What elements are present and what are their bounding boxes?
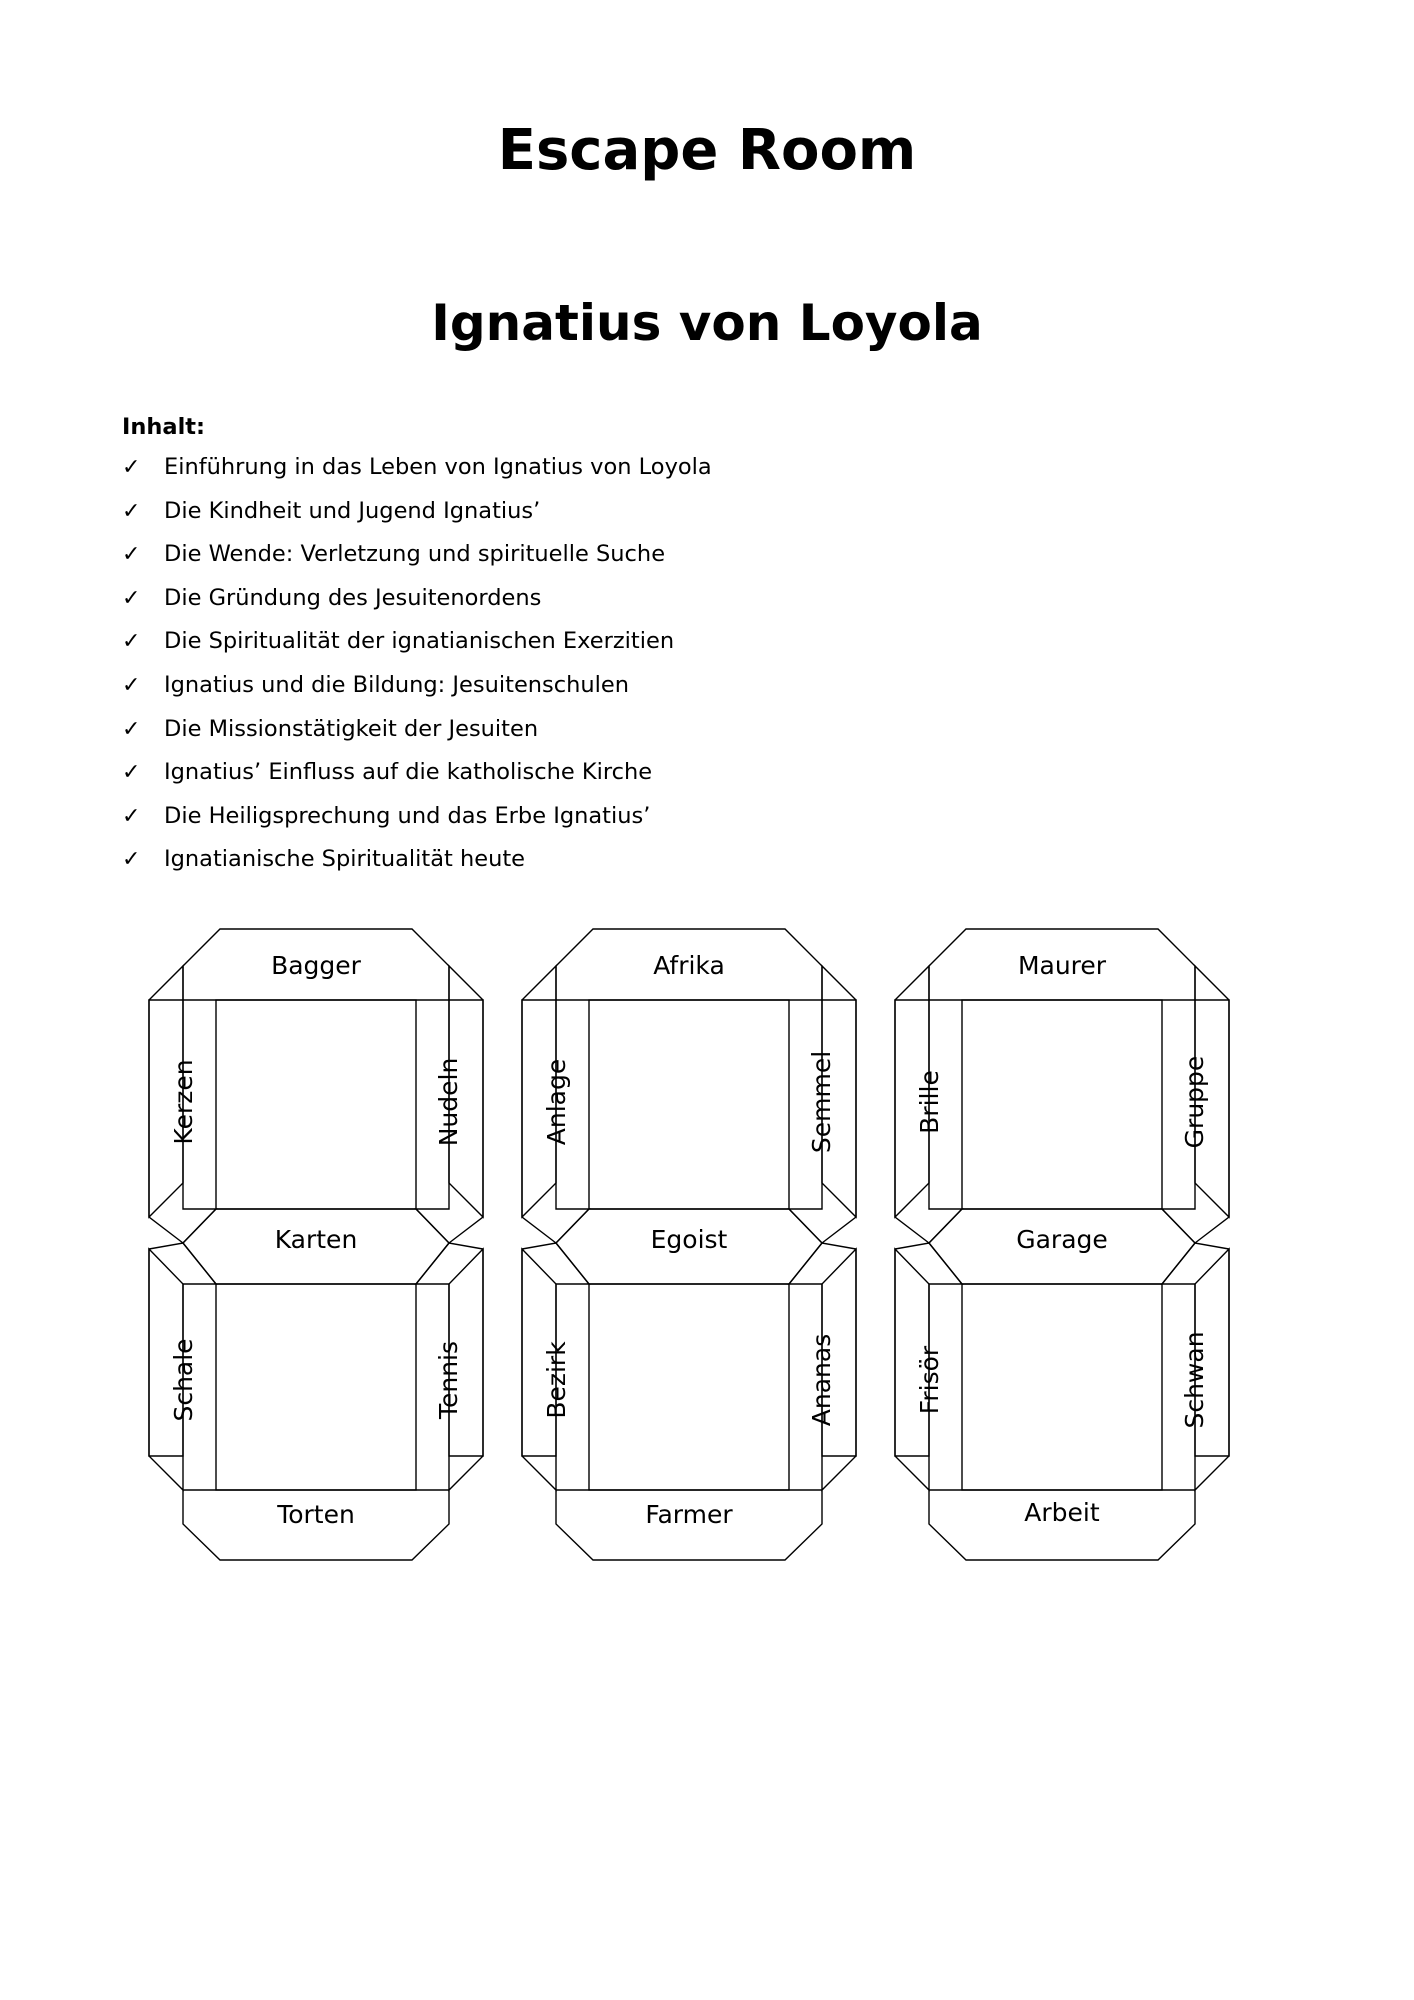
checkmark-icon: ✓ [122, 716, 141, 742]
checkmark-icon: ✓ [122, 629, 141, 655]
page-title: Escape Room [497, 118, 917, 183]
segment-top-label: Afrika [653, 951, 725, 980]
segment-lower-left-label: Schale [169, 1338, 198, 1422]
segment-digit [895, 929, 1229, 1560]
segment-lower-left-label: Frisör [915, 1345, 944, 1415]
segment-top-label: Maurer [1017, 951, 1107, 980]
contents-label: Inhalt: [122, 414, 206, 440]
page-subtitle: Ignatius von Loyola [431, 294, 983, 352]
contents-item-text: Ignatius und die Bildung: Jesuitenschulen [164, 671, 630, 698]
contents-item-text: Die Kindheit und Jugend Ignatius’ [164, 497, 541, 524]
segment-digit [149, 929, 483, 1560]
checkmark-icon: ✓ [122, 803, 141, 829]
contents-item-text: Die Spiritualität der ignatianischen Exerzitien [164, 628, 675, 655]
segment-upper-right-label: Semmel [807, 1050, 836, 1154]
segment-lower-right-label: Ananas [807, 1333, 836, 1427]
checkmark-icon: ✓ [122, 760, 141, 786]
contents-item-text: Die Missionstätigkeit der Jesuiten [164, 715, 539, 742]
checkmark-icon: ✓ [122, 455, 141, 480]
segment-middle-label: Egoist [650, 1225, 728, 1254]
segment-bottom-label: Farmer [645, 1500, 733, 1529]
checkmark-icon: ✓ [122, 498, 141, 524]
segment-upper-left-label: Brille [915, 1070, 944, 1134]
segment-lower-left-label: Bezirk [542, 1341, 571, 1419]
segment-lower-right-label: Tennis [434, 1340, 463, 1420]
contents-item-text: Die Wende: Verletzung und spirituelle Suche [164, 541, 666, 568]
checkmark-icon: ✓ [122, 542, 141, 568]
checkmark-icon: ✓ [122, 672, 141, 698]
contents-item-text: Die Heiligsprechung und das Erbe Ignatius’ [164, 802, 651, 829]
segment-upper-right-label: Nudeln [434, 1057, 463, 1147]
segment-top-label: Bagger [271, 951, 361, 980]
segment-upper-right-label: Gruppe [1180, 1055, 1209, 1149]
contents-item-text: Ignatius’ Einfluss auf die katholische Kirche [164, 759, 653, 786]
segment-upper-left-label: Kerzen [169, 1059, 198, 1145]
checkmark-icon: ✓ [122, 847, 141, 873]
segment-bottom-label: Torten [277, 1500, 355, 1529]
segment-bottom-label: Arbeit [1024, 1498, 1100, 1527]
segment-lower-right-label: Schwan [1180, 1331, 1209, 1429]
contents-item-text: Einführung in das Leben von Ignatius von Loyola [164, 454, 712, 480]
segment-middle-label: Garage [1016, 1225, 1108, 1254]
contents-item-text: Die Gründung des Jesuitenordens [164, 584, 542, 611]
segment-digit [522, 929, 856, 1560]
contents-item-text: Ignatianische Spiritualität heute [164, 846, 525, 873]
checkmark-icon: ✓ [122, 585, 141, 611]
segment-upper-left-label: Anlage [542, 1058, 571, 1146]
segment-middle-label: Karten [274, 1225, 358, 1254]
